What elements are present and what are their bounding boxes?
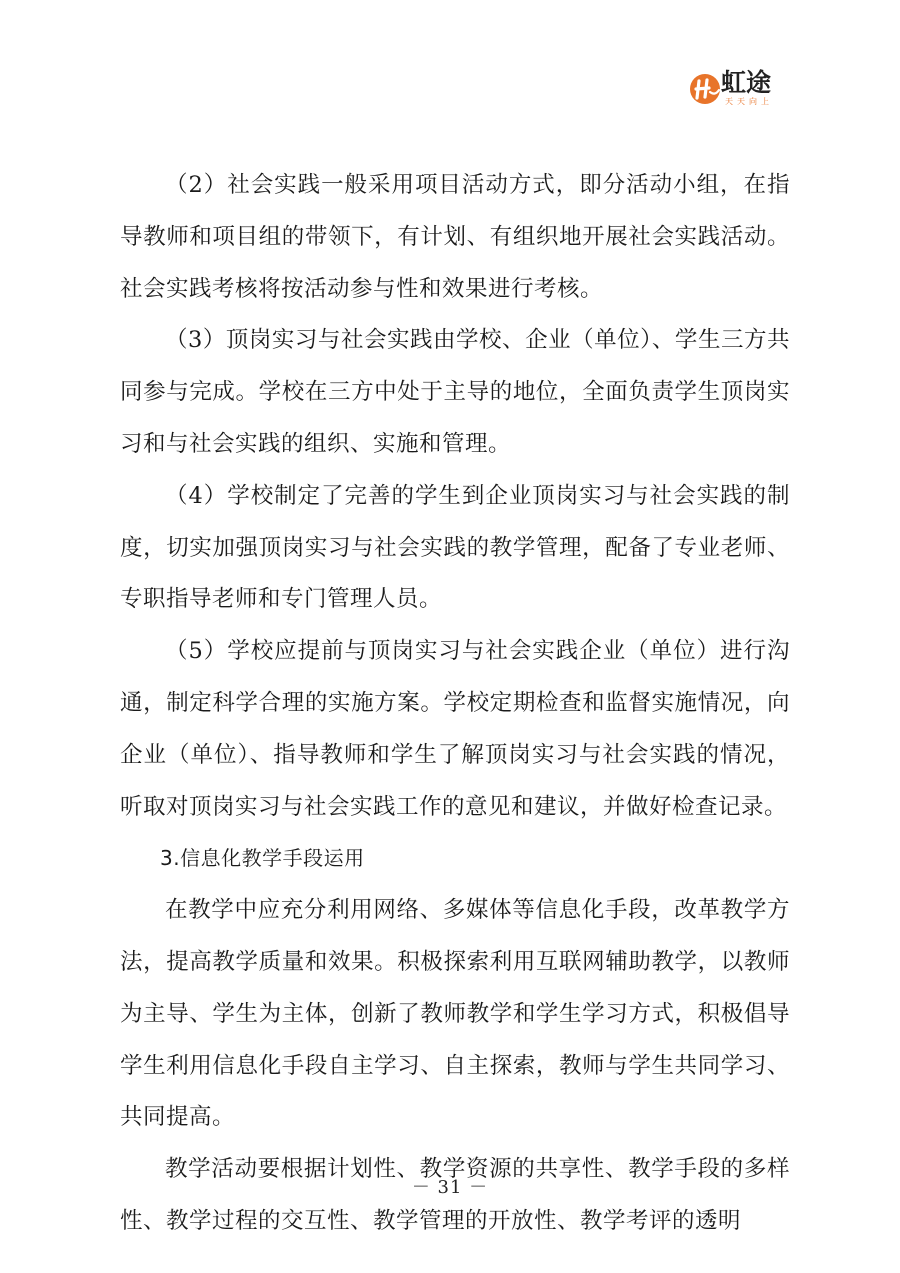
- paragraph-3: （3）顶岗实习与社会实践由学校、企业（单位）、学生三方共同参与完成。学校在三方中处于主导的地位，全面负责学生顶岗实习和与社会实践的组织、实施和管理。: [120, 327, 790, 457]
- logo-name: 虹途: [721, 68, 772, 97]
- paragraph-informatization: 在教学中应充分利用网络、多媒体等信息化手段，改革教学方法，提高教学质量和效果。积极探索利用互联网辅助教学，以教师为主导、学生为主体，创新了教师教学和学生学习方式，积极倡导学生利用信息化手段自主学习、自主探索，教师与学生共同学习、共同提高。: [120, 897, 790, 1131]
- paragraph-teaching-activities: 教学活动要根据计划性、教学资源的共享性、教学手段的多样性、教学过程的交互性、教学管理的开放性、教学考评的透明: [120, 1156, 790, 1234]
- logo-slogan: 天天向上: [725, 97, 773, 106]
- section-heading: 3.信息化教学手段运用: [160, 846, 365, 871]
- paragraph-2: （2）社会实践一般采用项目活动方式，即分活动小组，在指导教师和项目组的带领下，有计划、有组织地开展社会实践活动。社会实践考核将按活动参与性和效果进行考核。: [120, 172, 790, 302]
- document-body: [120, 160, 790, 1248]
- brand-logo: [688, 70, 788, 106]
- logo-mark-icon: [688, 72, 722, 106]
- page-number: － 31 －: [411, 1177, 489, 1198]
- paragraph-4: （4）学校制定了完善的学生到企业顶岗实习与社会实践的制度，切实加强顶岗实习与社会实践的教学管理，配备了专业老师、专职指导老师和专门管理人员。: [120, 482, 790, 613]
- paragraph-5: （5）学校应提前与顶岗实习与社会实践企业（单位）进行沟通，制定科学合理的实施方案。学校定期检查和监督实施情况，向企业（单位）、指导教师和学生了解顶岗实习与社会实践的情况，听取对顶岗实习与社会实践工作的意见和建议，并做好检查记录。: [120, 638, 790, 820]
